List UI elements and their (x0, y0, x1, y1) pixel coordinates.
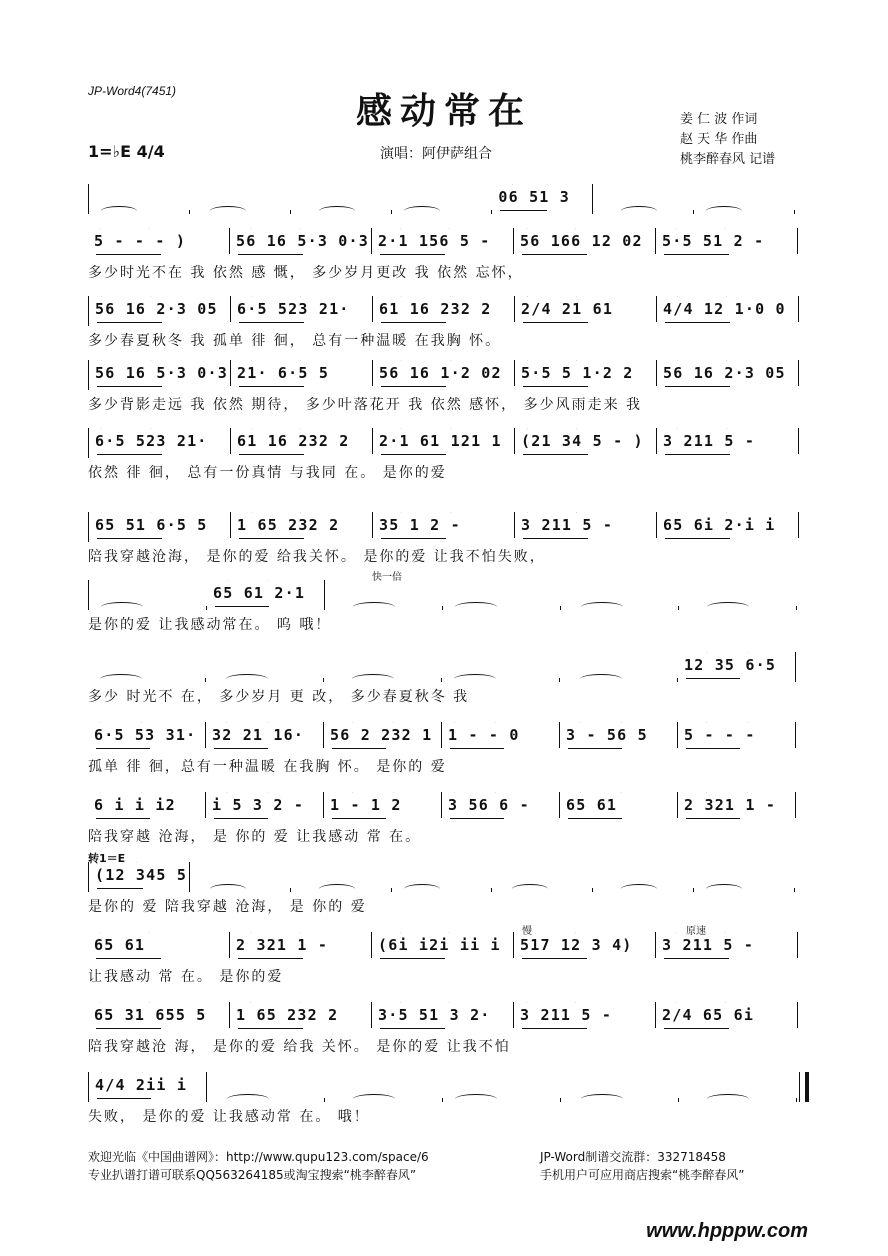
slur-mark (580, 722, 622, 728)
score-row (88, 360, 808, 424)
measure (190, 888, 291, 892)
slur-mark (352, 792, 394, 798)
measure: (21 34 5 - ) (515, 428, 657, 454)
beam-line (686, 678, 740, 679)
measure (443, 1098, 561, 1102)
score-row (88, 1072, 808, 1136)
lyric-line: 让我感动 常 在。 是你的爱 (88, 969, 284, 985)
beam-line (665, 454, 730, 455)
lyric-line: 依然 徘 徊， 总有一份真情 与我同 在。 是你的爱 (88, 465, 447, 481)
slur-mark (526, 932, 576, 938)
score-row (88, 428, 808, 492)
lyric-line: 多少背影走远 我 依然 期待， 多少叶落花开 我 依然 感怀， 多少风雨走来 我 (88, 397, 643, 413)
beam-line (568, 818, 622, 819)
beam-line (97, 538, 162, 539)
slur-mark (676, 1002, 726, 1008)
slur-mark (227, 1094, 269, 1102)
software-label: JP-Word4(7451) (88, 84, 177, 98)
slur-mark (512, 184, 548, 190)
slur-mark (621, 206, 657, 214)
slur-mark (101, 602, 143, 610)
footer-website: 欢迎光临《中国曲谱网》：http://www.qupu123.com/space/6 (88, 1150, 429, 1164)
slur-mark (227, 580, 269, 586)
beam-line (380, 958, 445, 959)
measure: 5 - - - (678, 722, 796, 748)
slur-mark (527, 428, 577, 434)
measure: 56 16 5·3 0·3 (89, 360, 231, 386)
score-row (88, 722, 808, 786)
score-row (88, 512, 808, 576)
slur-mark (706, 792, 748, 798)
score-row (88, 652, 808, 716)
transcriber-credit: 桃李醉春风 记谱 (680, 152, 776, 167)
slur-mark (526, 1002, 576, 1008)
measure: 2/4 65 6i (656, 1002, 798, 1028)
beam-line (214, 748, 268, 749)
measure (561, 606, 679, 610)
composer-credit: 赵 天 华 作曲 (680, 132, 758, 147)
slur-mark (706, 206, 742, 214)
measure (679, 1098, 797, 1102)
slur-mark (581, 602, 623, 610)
measure: 2 321 1 - (678, 792, 796, 818)
score-row (88, 296, 808, 360)
measure (325, 606, 443, 610)
measure: 21· 6·5 5 (231, 360, 373, 386)
measure: (12 345 5 (89, 862, 190, 892)
measure (561, 1098, 679, 1102)
slur-mark (404, 884, 440, 892)
measure: (6i i2i ii i (372, 932, 514, 958)
slur-mark (251, 296, 301, 302)
slur-mark (455, 1094, 497, 1102)
measure: 56 2 232 1 (324, 722, 442, 748)
lyric-line: 孤单 徘 徊，总有一种温暖 在我胸 怀。 是你的 爱 (88, 759, 447, 775)
measure: 06 51 3 (492, 184, 593, 214)
slur-mark (352, 722, 394, 728)
lyric-line: 多少 时光不 在， 多少岁月 更 改， 多少春夏秋冬 我 (88, 689, 470, 705)
slur-mark (706, 884, 742, 892)
lyric-line: 是你的 爱 陪我穿越 沧海， 是 你的 爱 (88, 899, 367, 915)
measure (392, 888, 493, 892)
notation-line (88, 652, 808, 682)
measure: 12 35 6·5 (678, 652, 796, 682)
beam-line (450, 818, 504, 819)
measure (324, 678, 442, 682)
slur-mark (706, 652, 748, 658)
score-row (88, 228, 808, 292)
lyric-line: 是你的爱 让我感动常在。 呜 哦！ (88, 617, 332, 633)
slur-mark (454, 674, 496, 682)
beam-line (239, 322, 304, 323)
slur-mark (580, 674, 622, 682)
measure: 56 16 2·3 05 (89, 296, 231, 322)
slur-mark (250, 228, 300, 234)
slur-mark (677, 428, 727, 434)
slur-mark (100, 1002, 150, 1008)
notation-line (88, 862, 809, 892)
measure (325, 1098, 443, 1102)
slur-mark (101, 360, 151, 366)
slur-mark (101, 512, 151, 518)
measure (443, 606, 561, 610)
notation-line (88, 228, 808, 258)
beam-line (96, 1028, 161, 1029)
beam-line (97, 1098, 151, 1099)
measure: 32 21 16· (206, 722, 324, 748)
beam-line (665, 322, 730, 323)
score-row (88, 1002, 808, 1066)
beam-line (522, 1028, 587, 1029)
slur-mark (400, 228, 450, 234)
measure (593, 888, 694, 892)
slur-mark (580, 792, 622, 798)
slur-mark (621, 884, 657, 892)
measure: 65 61 (88, 932, 230, 958)
measure: 6 i i i2 (88, 792, 206, 818)
beam-line (215, 606, 269, 607)
measure (207, 1098, 325, 1102)
slur-mark (319, 206, 355, 214)
measure: 1 - 1 2 (324, 792, 442, 818)
slur-mark (210, 884, 246, 892)
lyric-line: 陪我穿越沧海， 是你的爱 给我关怀。 是你的爱 让我不怕失败， (88, 549, 546, 565)
beam-line (239, 538, 304, 539)
measure (442, 678, 560, 682)
slur-mark (352, 674, 394, 682)
key-signature: 1=♭E 4/4 (88, 142, 165, 161)
measure: 3 56 6 - (442, 792, 560, 818)
beam-line (332, 748, 386, 749)
measure: 35 1 2 - (373, 512, 515, 538)
measure: 3 - 56 5 (560, 722, 678, 748)
beam-line (238, 1028, 303, 1029)
beam-line (500, 210, 546, 211)
beam-line (523, 538, 588, 539)
slur-mark (706, 722, 748, 728)
slur-mark (250, 932, 300, 938)
modulation-mark: 转1＝E (88, 852, 126, 865)
slur-mark (401, 296, 451, 302)
slur-mark (404, 206, 440, 214)
notation-line (88, 296, 809, 326)
beam-line (450, 748, 504, 749)
measure: 6·5 53 31· (88, 722, 206, 748)
beam-line (380, 254, 445, 255)
measure: 61 16 232 2 (373, 296, 515, 322)
slur-mark (677, 512, 727, 518)
slur-mark (210, 206, 246, 214)
slur-mark (353, 602, 395, 610)
slur-mark (401, 512, 451, 518)
measure: 1 65 232 2 (230, 1002, 372, 1028)
beam-line (214, 818, 268, 819)
footer-mobile: 手机用户可应用商店搜索“桃李醉春风” (540, 1168, 745, 1182)
measure: 65 51 6·5 5 (89, 512, 231, 538)
footer-group: JP-Word制谱交流群：332718458 (540, 1150, 726, 1164)
tempo-mark-slow: 慢 (522, 926, 532, 937)
slur-mark (353, 1094, 395, 1102)
measure: 5·5 51 2 - (656, 228, 798, 254)
watermark-site: www.hpppw.com (646, 1220, 808, 1242)
measure (593, 210, 694, 214)
score-row (88, 580, 808, 644)
beam-line (239, 386, 304, 387)
beam-line (686, 818, 740, 819)
score-row (88, 792, 808, 856)
beam-line (381, 538, 446, 539)
beam-line (238, 958, 303, 959)
tempo-mark-fast: 快一倍 (372, 572, 402, 583)
score-row (88, 932, 808, 996)
measure: 5·5 5 1·2 2 (515, 360, 657, 386)
slur-mark (707, 602, 749, 610)
slur-mark (101, 1072, 143, 1078)
lyric-line: 陪我穿越沧 海， 是你的爱 给我 关怀。 是你的爱 让我不怕 (88, 1039, 511, 1055)
measure (291, 210, 392, 214)
measure: 5 - - - ) (88, 228, 230, 254)
lyric-line: 多少时光不在 我 依然 感 慨， 多少岁月更改 我 依然 忘怀， (88, 265, 524, 281)
measure: 65 6i 2·i i (657, 512, 799, 538)
notation-line (88, 792, 808, 822)
beam-line (665, 386, 730, 387)
lyric-line: 失败， 是你的爱 让我感动常 在。 哦！ (88, 1109, 370, 1125)
lyric-line: 陪我穿越 沧海， 是 你的 爱 让我感动 常 在。 (88, 829, 422, 845)
measure (190, 210, 291, 214)
slur-mark (677, 296, 727, 302)
slur-mark (319, 884, 355, 892)
slur-mark (527, 296, 577, 302)
beam-line (568, 748, 622, 749)
beam-line (522, 254, 587, 255)
measure: 56 166 12 02 (514, 228, 656, 254)
measure: 3 211 5 - (657, 428, 799, 454)
beam-line (523, 386, 588, 387)
beam-line (523, 322, 588, 323)
slur-mark (251, 512, 301, 518)
lyricist-credit: 姜 仁 波 作词 (680, 112, 758, 127)
slur-mark (101, 206, 137, 214)
beam-line (96, 254, 161, 255)
notation-line (88, 428, 809, 458)
slur-mark (707, 1094, 749, 1102)
measure (392, 210, 493, 214)
measure: 1 - - 0 (442, 722, 560, 748)
slur-mark (676, 228, 726, 234)
slur-mark (251, 360, 301, 366)
final-barline (799, 1072, 809, 1102)
slur-mark (226, 674, 268, 682)
measure (679, 606, 797, 610)
beam-line (381, 386, 446, 387)
footer-contact: 专业扒谱打谱可联系QQ563264185或淘宝搜索“桃李醉春风” (88, 1168, 417, 1182)
notation-line (88, 580, 809, 610)
beam-line (97, 888, 143, 889)
measure (492, 888, 593, 892)
beam-line (97, 454, 162, 455)
beam-line (96, 818, 150, 819)
measure: 61 16 232 2 (231, 428, 373, 454)
measure: 6·5 523 21· (231, 296, 373, 322)
beam-line (96, 958, 161, 959)
slur-mark (512, 884, 548, 892)
score-row (88, 862, 808, 926)
measure: i 5 3 2 - (206, 792, 324, 818)
beam-line (96, 748, 150, 749)
slur-mark (401, 428, 451, 434)
measure (88, 678, 206, 682)
beam-line (238, 254, 303, 255)
measure: 56 16 1·2 02 (373, 360, 515, 386)
beam-line (381, 322, 446, 323)
measure: 2·1 156 5 - (372, 228, 514, 254)
slur-mark (226, 792, 268, 798)
measure: 517 12 3 4) (514, 932, 656, 958)
notation-line (88, 1072, 809, 1102)
measure: 65 61 (560, 792, 678, 818)
notation-line (88, 512, 809, 542)
measure: 65 61 2·1 (207, 580, 325, 610)
slur-mark (527, 512, 577, 518)
slur-mark (454, 722, 496, 728)
slur-mark (526, 228, 576, 234)
slur-mark (100, 722, 142, 728)
measure (89, 606, 207, 610)
slur-mark (455, 602, 497, 610)
beam-line (332, 818, 386, 819)
beam-line (522, 958, 587, 959)
slur-mark (581, 1094, 623, 1102)
measure: 6·5 523 21· (89, 428, 231, 454)
slur-mark (100, 932, 150, 938)
notation-line (88, 184, 809, 214)
measure: 3 211 5 - (514, 1002, 656, 1028)
beam-line (523, 454, 588, 455)
measure: 56 16 5·3 0·3 (230, 228, 372, 254)
slur-mark (250, 1002, 300, 1008)
beam-line (97, 322, 162, 323)
slur-mark (101, 296, 151, 302)
slur-mark (400, 1002, 450, 1008)
slur-mark (100, 792, 142, 798)
beam-line (664, 254, 729, 255)
slur-mark (454, 792, 496, 798)
beam-line (97, 386, 162, 387)
measure: 2/4 21 61 (515, 296, 657, 322)
beam-line (665, 538, 730, 539)
measure: 65 31 655 5 (88, 1002, 230, 1028)
measure: 2 321 1 - (230, 932, 372, 958)
tempo-mark-original: 原速 (686, 926, 706, 937)
measure: 2·1 61 121 1 (373, 428, 515, 454)
measure: 4/4 12 1·0 0 (657, 296, 799, 322)
slur-mark (251, 428, 301, 434)
slur-mark (677, 360, 727, 366)
measure (89, 210, 190, 214)
slur-mark (100, 228, 150, 234)
measure: 4/4 2ii i (89, 1072, 207, 1102)
slur-mark (401, 360, 451, 366)
lyric-line: 多少春夏秋冬 我 孤单 徘 徊， 总有一种温暖 在我胸 怀。 (88, 333, 502, 349)
singer: 演唱：阿伊萨组合 (380, 146, 492, 162)
slur-mark (100, 674, 142, 682)
slur-mark (226, 722, 268, 728)
notation-line (88, 722, 808, 752)
measure (560, 678, 678, 682)
beam-line (664, 958, 729, 959)
beam-line (381, 454, 446, 455)
measure: 1 65 232 2 (231, 512, 373, 538)
beam-line (239, 454, 304, 455)
measure (694, 210, 795, 214)
measure (206, 678, 324, 682)
measure: 3 211 5 - (656, 932, 798, 958)
notation-line (88, 1002, 808, 1032)
measure (291, 888, 392, 892)
measure (694, 888, 795, 892)
measure: 3 211 5 - (515, 512, 657, 538)
beam-line (380, 1028, 445, 1029)
measure: 56 16 2·3 05 (657, 360, 799, 386)
song-title: 感动常在 (355, 90, 532, 132)
beam-line (686, 748, 740, 749)
notation-line (88, 360, 809, 390)
measure: 3·5 51 3 2· (372, 1002, 514, 1028)
slur-mark (101, 428, 151, 434)
slur-mark (527, 360, 577, 366)
slur-mark (400, 932, 450, 938)
beam-line (664, 1028, 729, 1029)
